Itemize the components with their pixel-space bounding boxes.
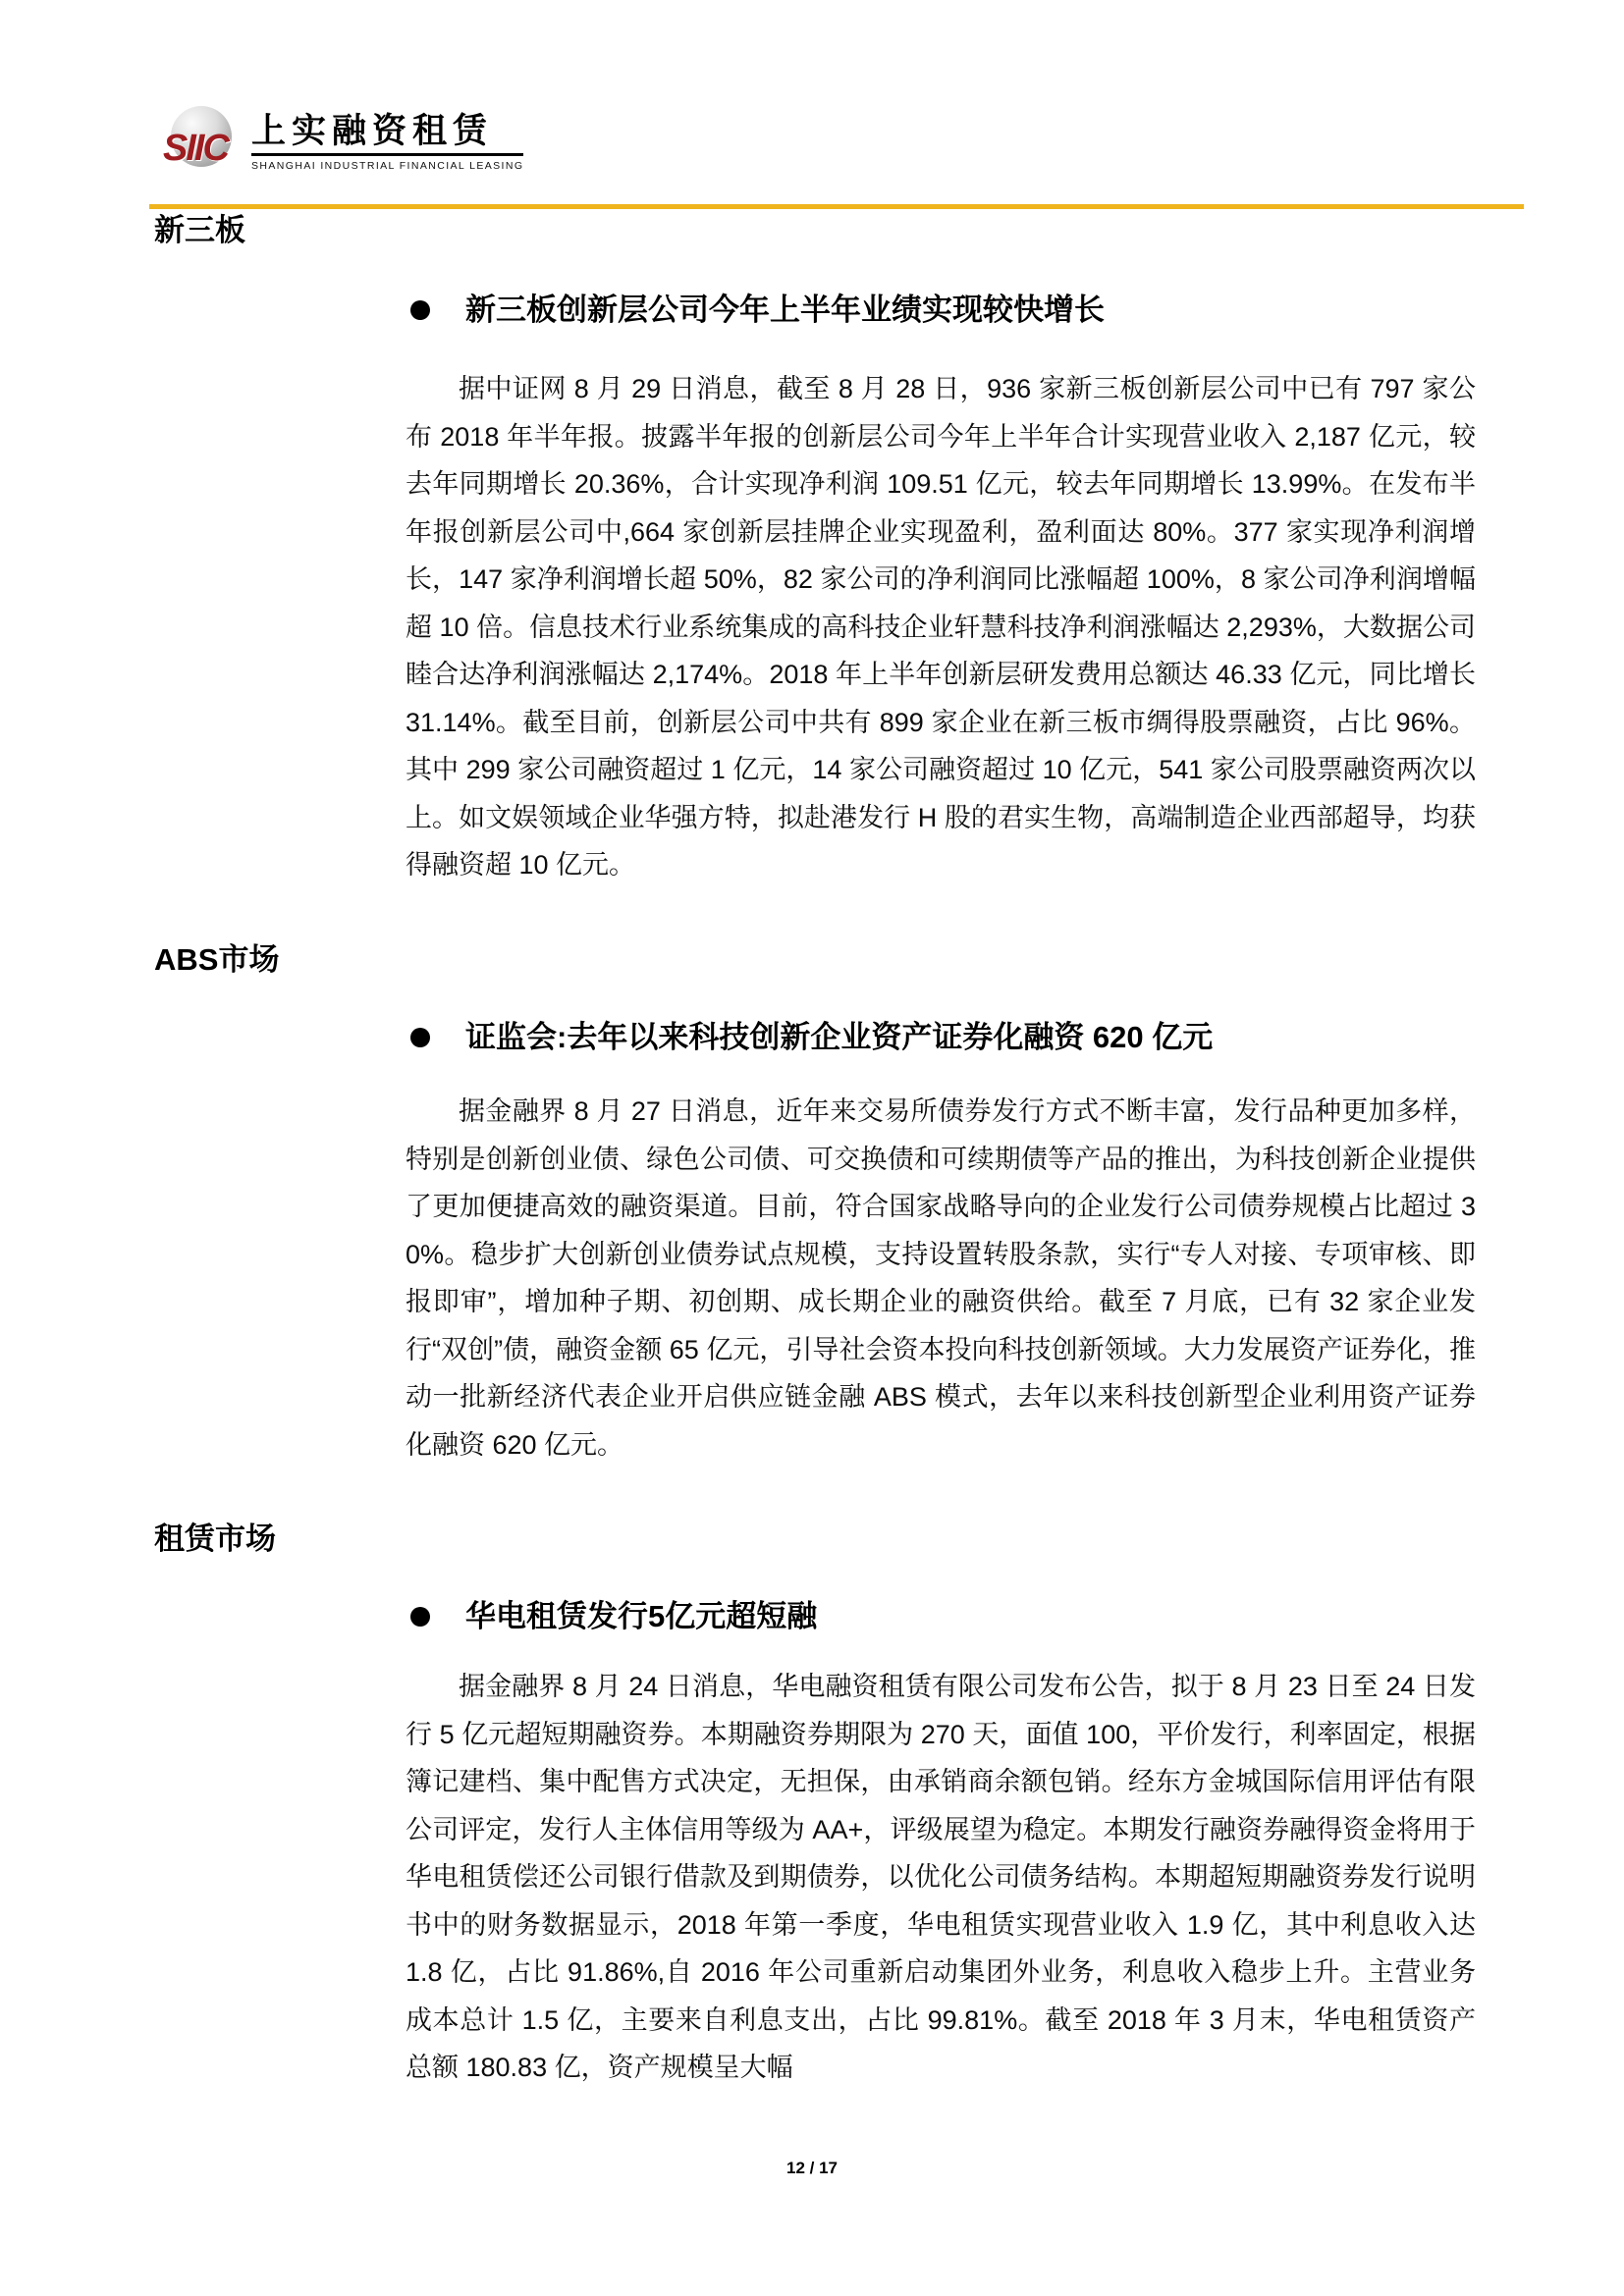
headline-2-text: 证监会:去年以来科技创新企业资产证券化融资 620 亿元	[465, 1020, 1214, 1054]
bullet-icon	[410, 1028, 430, 1047]
section-title-abs-market: ABS市场	[154, 942, 280, 977]
company-name-en: SHANGHAI INDUSTRIAL FINANCIAL LEASING	[251, 159, 524, 172]
accent-rule	[149, 204, 1524, 209]
company-logo	[163, 106, 523, 173]
siic-abbr: SIIC	[163, 128, 228, 169]
section-title-xinsanban: 新三板	[154, 213, 245, 247]
headline-2	[410, 1019, 1213, 1055]
headline-3	[410, 1598, 817, 1634]
bullet-icon	[410, 1607, 430, 1627]
headline-3-text: 华电租赁发行5亿元超短融	[465, 1599, 818, 1633]
siic-logo-mark	[163, 106, 245, 173]
section-title-leasing-market: 租赁市场	[154, 1522, 276, 1556]
bullet-icon	[410, 300, 430, 320]
company-name-cn: 上实融资租赁	[251, 114, 523, 156]
headline-1-text: 新三板创新层公司今年上半年业绩实现较快增长	[465, 293, 1105, 327]
paragraph-2: 据金融界 8 月 27 日消息，近年来交易所债券发行方式不断丰富，发行品种更加多样，特别是创新创业债、绿色公司债、可交换债和可续期债等产品的推出，为科技创新企业提供了更加便捷高效的融资渠道。目前，符合国家战略导向的企业发行公司债券规模占比超过 30%。稳步扩大创新创业债券试点规模，支持设置转股条款，实行“专人对接、专项审核、即报即审”，增加种子期、初创期、成长期企业的融资供给。截至 7 月底，已有 32 家企业发行“双创”债，融资金额 65 亿元，引导社会资本投向科技创新领域。大力发展资产证券化，推动一批新经济代表企业开启供应链金融 ABS 模式，去年以来科技创新型企业利用资产证券化融资 620 亿元。	[406, 1096, 1476, 1460]
logo-text	[251, 106, 523, 172]
headline-1	[410, 292, 1105, 328]
paragraph-1: 据中证网 8 月 29 日消息，截至 8 月 28 日，936 家新三板创新层公司中已有 797 家公布 2018 年半年报。披露半年报的创新层公司今年上半年合计实现营业收入 2,187 亿元，较去年同期增长 20.36%，合计实现净利润 109.51 亿元，较去年同期增长 13.99%。在发布半年报创新层公司中,664 家创新层挂牌企业实现盈利，盈利面达 80%。377 家实现净利润增长，147 家净利润增长超 50%，82 家公司的净利润同比涨幅超 100%，8 家公司净利润增幅超 10 倍。信息技术行业系统集成的高科技企业轩慧科技净利润涨幅达 2,293%，大数据公司睦合达净利润涨幅达 2,174%。2018 年上半年创新层研发费用总额达 46.33 亿元，同比增长 31.14%。截至目前，创新层公司中共有 899 家企业在新三板市绸得股票融资，占比 96%。其中 299 家公司融资超过 1 亿元，14 家公司融资超过 10 亿元，541 家公司股票融资两次以上。如文娱领域企业华强方特，拟赴港发行 H 股的君实生物，高端制造企业西部超导，均获得融资超 10 亿元。	[406, 374, 1476, 880]
paragraph-3: 据金融界 8 月 24 日消息，华电融资租赁有限公司发布公告，拟于 8 月 23 日至 24 日发行 5 亿元超短期融资券。本期融资券期限为 270 天，面值 100，平价发行，利率固定，根据簿记建档、集中配售方式决定，无担保，由承销商余额包销。经东方金城国际信用评估有限公司评定，发行人主体信用等级为 AA+，评级展望为稳定。本期发行融资券融得资金将用于华电租赁偿还公司银行借款及到期债券，以优化公司债务结构。本期超短期融资券发行说明书中的财务数据显示，2018 年第一季度，华电租赁实现营业收入 1.9 亿，其中利息收入达 1.8 亿，占比 91.86%,自 2016 年公司重新启动集团外业务，利息收入稳步上升。主营业务成本总计 1.5 亿，主要来自利息支出，占比 99.81%。截至 2018 年 3 月末，华电租赁资产总额 180.83 亿，资产规模呈大幅	[406, 1672, 1476, 2082]
page-number: 12 / 17	[786, 2159, 838, 2177]
